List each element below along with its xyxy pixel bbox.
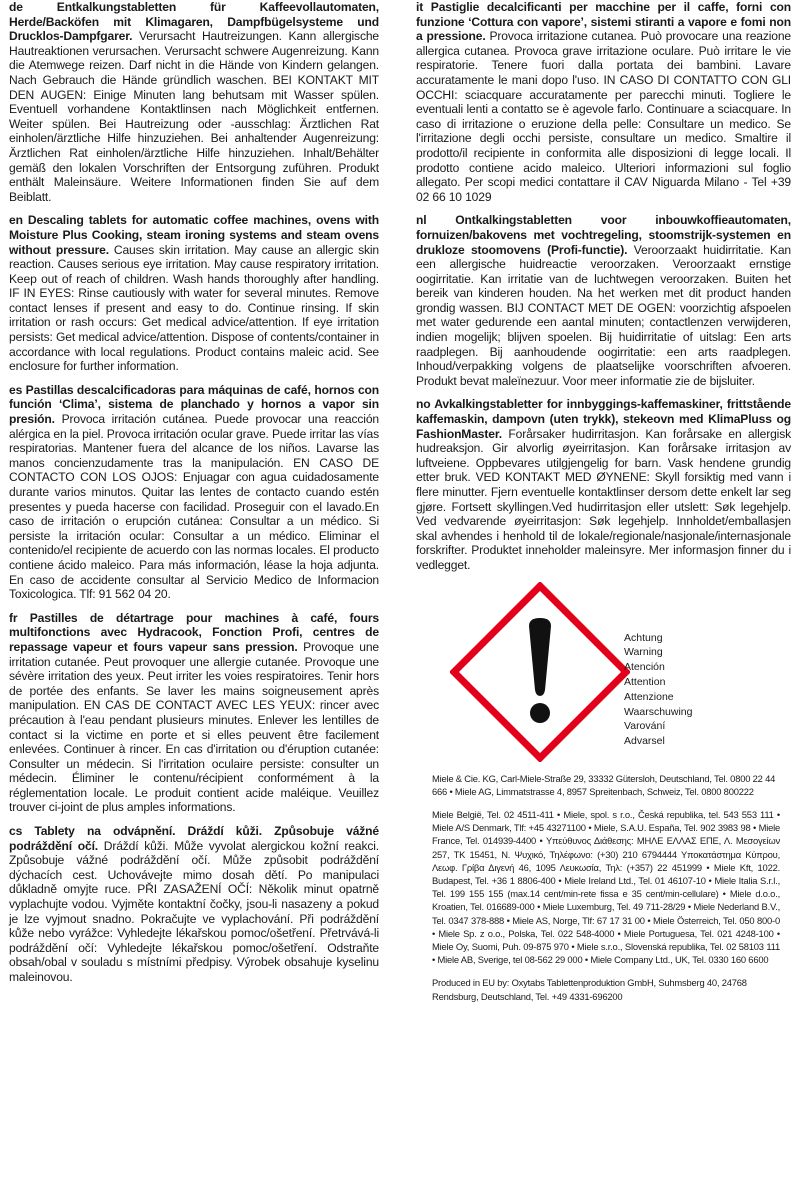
section-cs (9, 824, 379, 985)
section-es-heading: es Pastillas descalcificadoras para máquinas de café, hornos con función ‘Clima’, sistema de planchado y hornos a vapor sin presión. (9, 382, 379, 427)
ghs-exclamation-mark-icon (450, 582, 630, 762)
signal-word: Attenzione (624, 690, 674, 703)
section-cs-text: Dráždí kůži. Může vyvolat alergickou kožní reakci. Způsobuje vážné podráždění očí. Může způsobit podráždění dýchacích cest. Uchovávejte mimo dosah dětí. Po manipulaci důkladně omyjte ruce. PŘI ZASAŽENÍ OČÍ: Několik minut opatrně vyplachujte vodou. Vyjměte kontaktní čočky, jsou-li nasazeny a pokud je lze vyjmout snadno. Pokračujte ve vyplachování. Při podráždění kůže nebo vyrážce: Vyhledejte lékařskou pomoc/ošetření. Přetrvává-li podráždění očí: Vyhledejte lékařskou pomoc/ošetření. Odstraňte obsah/obal v souladu s místními předpisy. Výrobek obsahuje kyselinu maleinovou. (9, 838, 379, 984)
signal-word: Varování (624, 720, 666, 733)
section-fr (9, 611, 379, 815)
section-it (416, 0, 791, 204)
distributor-contacts: Miele België, Tel. 02 4511-411 • Miele, spol. s r.o., Česká republika, tel. 543 553 111 • Miele A/S Denmark, Tlf: +45 43271100 • Miele, S.A.U. España, Tel. 902 3983 98 • Miele France, Tel. 014939-4400 • Υπεύθυνος Διάθεσης: ΜΗΛΕ ΕΛΛΑΣ ΕΠΕ, Λ. Μεσογείων 257, ΤΚ 15451, Ν. Ψυχικό, Τηλέφωνο: (+30) 210 6794444 Υποκατάστημα Κύπρου, Λεωφ. Γρίβα Διγενή 46, 1095 Λευκωσία, Τηλ: (+357) 22 451999 • Miele Kft, 1022. Budapest, Tel. +36 1 8806-400 • Miele Ireland Ltd., Tel. 01 46107-10 • Miele Italia S.r.l., Tel. 199 155 155 (max.14 cent/min-rete fissa e 35 cent/min-cellulare) • Miele d.o.o., Kroatien, Tel. 016689-000 • Miele Luxemburg, Tel. 49 711-28/29 • Miele Nederland B.V., Tel. 0347 378-888 • Miele AS, Norge, Tlf: 67 17 31 00 • Miele Österreich, Tel. 050 800-0 • Miele Sp. z o.o., Polska, Tel. 022 548-4000 • Miele Portuguesa, Tel. 021 4248-100 • Miele Oy, Suomi, Puh. 09-875 970 • Miele s.r.o., Slovenská republika, Tel. 02 58103 111 • Miele AB, Sverige, tel 08-562 29 000 • Miele Company Ltd., UK, Tel. 0330 160 6600 (432, 808, 780, 966)
section-nl (416, 213, 791, 388)
section-es (9, 383, 379, 602)
hazard-section (416, 582, 791, 772)
section-en-text: Causes skin irritation. May cause an allergic skin reaction. Causes serious eye irritation. May cause respiratory irritation. Keep out of reach of children. Wash hands thoroughly after handling. IF IN EYES: Rinse cautiously with water for several minutes. Remove contact lenses if present and easy to do. Continue rinsing. If skin irritation or rash occurs: Get medical advice/attention. If eye irritation persists: Get medical advice/attention. Dispose of contents/container in accordance with local regulations. Product contains maleic acid. See enclosure for further information. (9, 242, 380, 374)
section-cs-heading: cs Tablety na odvápnění. Dráždí kůži. Způsobuje vážné podráždění očí. (9, 824, 379, 853)
section-it-text: Provoca irritazione cutanea. Può provocare una reazione allergica cutanea. Provoca grave irritazione oculare. Può irritare le vie respiratorie. Tenere fuori dalla portata dei bambini. Lavare accuratamente le mani dopo l'uso. IN CASO DI CONTATTO CON GLI OCCHI: sciacquare accuratamente per parecchi minuti. Togliere le eventuali lenti a contatto se è agevole farlo. Continuare a sciacquare. In caso di irritazione o eruzione della pelle: Consultare un medico. Se l'irritazione degli occhi persiste, consultare un medico. Smaltire il prodotto/il recipiente in conformita alle disposizioni di legge locali. Il prodotto contiene acido maleico. Ulteriori informazioni sul foglio allegato. Per scopi medici contattare il CAV Niguarda Milano - Tel +39 02 66 10 1029 (416, 29, 792, 204)
section-en-heading: en Descaling tablets for automatic coffee machines, ovens with Moisture Plus Cooking, steam ironing systems and steam ovens without pressure. (9, 213, 379, 257)
signal-word: Advarsel (624, 735, 665, 748)
signal-word: Achtung (624, 631, 663, 644)
section-en (9, 213, 379, 374)
signal-word-list (624, 631, 692, 749)
section-fr-heading: fr Pastilles de détartrage pour machines à café, fours multifonctions avec Hydracook, Fonction Profi, centres de repassage vapeur et fours vapeur sans pression. (9, 610, 379, 654)
signal-word: Attention (624, 675, 666, 688)
manufacturer-address: Miele & Cie. KG, Carl-Miele-Straße 29, 33332 Gütersloh, Deutschland, Tel. 0800 22 44 666 • Miele AG, Limmatstrasse 4, 8957 Spreitenbach, Schweiz, Tel. 0800 800222 (432, 772, 776, 797)
section-nl-heading: nl Ontkalkingstabletten voor inbouwkoffieautomaten, fornuizen/bakovens met vochtregeling, stoomstrijk-systemen en drukloze stoomovens (Profi-functie). (416, 213, 791, 257)
section-no-heading: no Avkalkingstabletter for innbyggings-kaffemaskiner, frittstående kaffemaskin, dampovn (uten trykk), stekeovn med KlimaPluss og FashionMaster. (416, 397, 791, 441)
section-es-text: Provoca irritación cutánea. Puede provocar una reacción alérgica en la piel. Provoca irritación ocular grave. Puede irritar las vías respiratorias. Mantener fuera del alcance de los niños. Lavarse las manos concienzudamente tras la manipulación. EN CASO DE CONTACTO CON LOS OJOS: Enjuagar con agua cuidadosamente durante varios minutos. Quitar las lentes de contacto cuando estén presentes y pueda hacerse con facilidad. Proseguir con el lavado.En caso de irritación o erupción cutánea: Consultar a un médico. Si persiste la irritación ocular: Consultar a un médico. Eliminar el contenido/el recipiente de acuerdo con las normas locales. El producto contiene ácido maleico. Para más información, léase la hoja adjunta. En caso de accidente consultar al Servicio Medico de Informacion Toxicologica. Tlf: 91 562 04 20. (9, 412, 379, 602)
producer-info: Produced in EU by: Oxytabs Tablettenproduktion GmbH, Suhmsberg 40, 24768 Rendsburg, Deutschland, Tel. +49 4331-696200 (432, 977, 747, 1002)
section-de-text: Verursacht Hautreizungen. Kann allergische Hautreaktionen verursachen. Verursacht schwere Augenreizung. Kann die Atemwege reizen. Darf nicht in die Hände von Kindern gelangen. Nach Gebrauch die Hände gründlich waschen. BEI KONTAKT MIT DEN AUGEN: Einige Minuten lang behutsam mit Wasser spülen. Eventuell vorhandene Kontaktlinsen nach Möglichkeit entfernen. Weiter spülen. Bei Hautreizung oder -ausschlag: Ärztlichen Rat einholen/ärztliche Hilfe hinzuziehen. Bei anhaltender Augenreizung: Ärztlichen Rat einholen/ärztliche Hilfe hinzuziehen. Inhalt/Behälter gemäß den lokalen Vorschriften der Entsorgung zuführen. Produkt enthält Maleinsäure. Weitere Informationen finden Sie auf dem Beiblatt. (9, 29, 379, 204)
signal-word: Waarschuwing (624, 705, 693, 718)
signal-word: Warning (624, 646, 663, 659)
right-column (416, 0, 791, 1013)
section-nl-text: Veroorzaakt huidirritatie. Kan een allergische huidreactie veroorzaken. Veroorzaakt ernstige oogirritatie. Kan irritatie van de luchtwegen veroorzaken. Buiten het bereik van kinderen houden. Na het werken met dit product handen grondig wassen. BIJ CONTACT MET DE OGEN: voorzichtig afspoelen met water gedurende een aantal minuten; contactlenzen verwijderen, indien mogelijk; blijven spoelen. Bij huidirritatie of uitslag: Een arts raadplegen. Bij aanhoudende oogirritatie: een arts raadplegen. Inhoud/verpakking volgens de plaatselijke voorschriften afvoeren. Produkt bevat maleïnezuur. Voor meer informatie zie de bijsluiter. (416, 242, 791, 388)
section-no (416, 397, 791, 572)
left-column (9, 0, 379, 994)
section-it-heading: it Pastiglie decalcificanti per macchine per il caffe, forni con funzione ‘Cottura con vapore’, sistemi stiranti a vapore e fomi non a pressione. (416, 0, 791, 44)
section-fr-text: Provoque une irritation cutanée. Peut provoquer une allergie cutanée. Provoque une sévère irritation des yeux. Peut irriter les voies respiratoires. Tenir hors de portée des enfants. Se laver les mains soigneusement après manipulation. EN CAS DE CONTACT AVEC LES YEUX: rincer avec précaution à l'eau pendant plusieurs minutes. Enlever les lentilles de contact si la victime en porte et si elles peuvent être facilement enlevées. Continuer à rincer. En cas d'irritation ou d'éruption cutanée: Consulter un médecin. Si l'irritation oculaire persiste: consulter un médecin. Éliminer le contenu/récipient conformément à la réglementation locale. Le produit contient acide maléique. Veuillez trouver ci-joint de plus amples informations. (9, 639, 379, 815)
signal-word: Atención (624, 661, 665, 674)
section-de-heading: de Entkalkungstabletten für Kaffeevollautomaten, Herde/Backöfen mit Klimagaren, Dampfbügelsysteme und Drucklos-Dampfgarer. (9, 0, 379, 44)
section-no-text: Forårsaker hudirritasjon. Kan forårsake en allergisk hudreaksjon. Gir alvorlig øyeirritasjon. Kan forårsake irritasjon av luftveiene. Oppbevares utilgjengelig for barn. Vask hendene grundig etter bruk. VED KONTAKT MED ØYNENE: Skyll forsiktig med vann i flere minutter. Fjern eventuelle kontaktlinser dersom dette enkelt lar seg gjøre. Fortsett skyllingen.Ved hudirritasjon eller utslett: Søk legehjelp. Ved vedvarende øyeirritasjon: Søk legehjelp. Innholdet/emballasjen skal avhendes i henhold til de lokale/regionale/nasjonale/internasjonale forskrifter. Produktet inneholder maleinsyre. Mer informasjon finner du i vedlegget. (416, 426, 791, 572)
section-de (9, 0, 379, 204)
